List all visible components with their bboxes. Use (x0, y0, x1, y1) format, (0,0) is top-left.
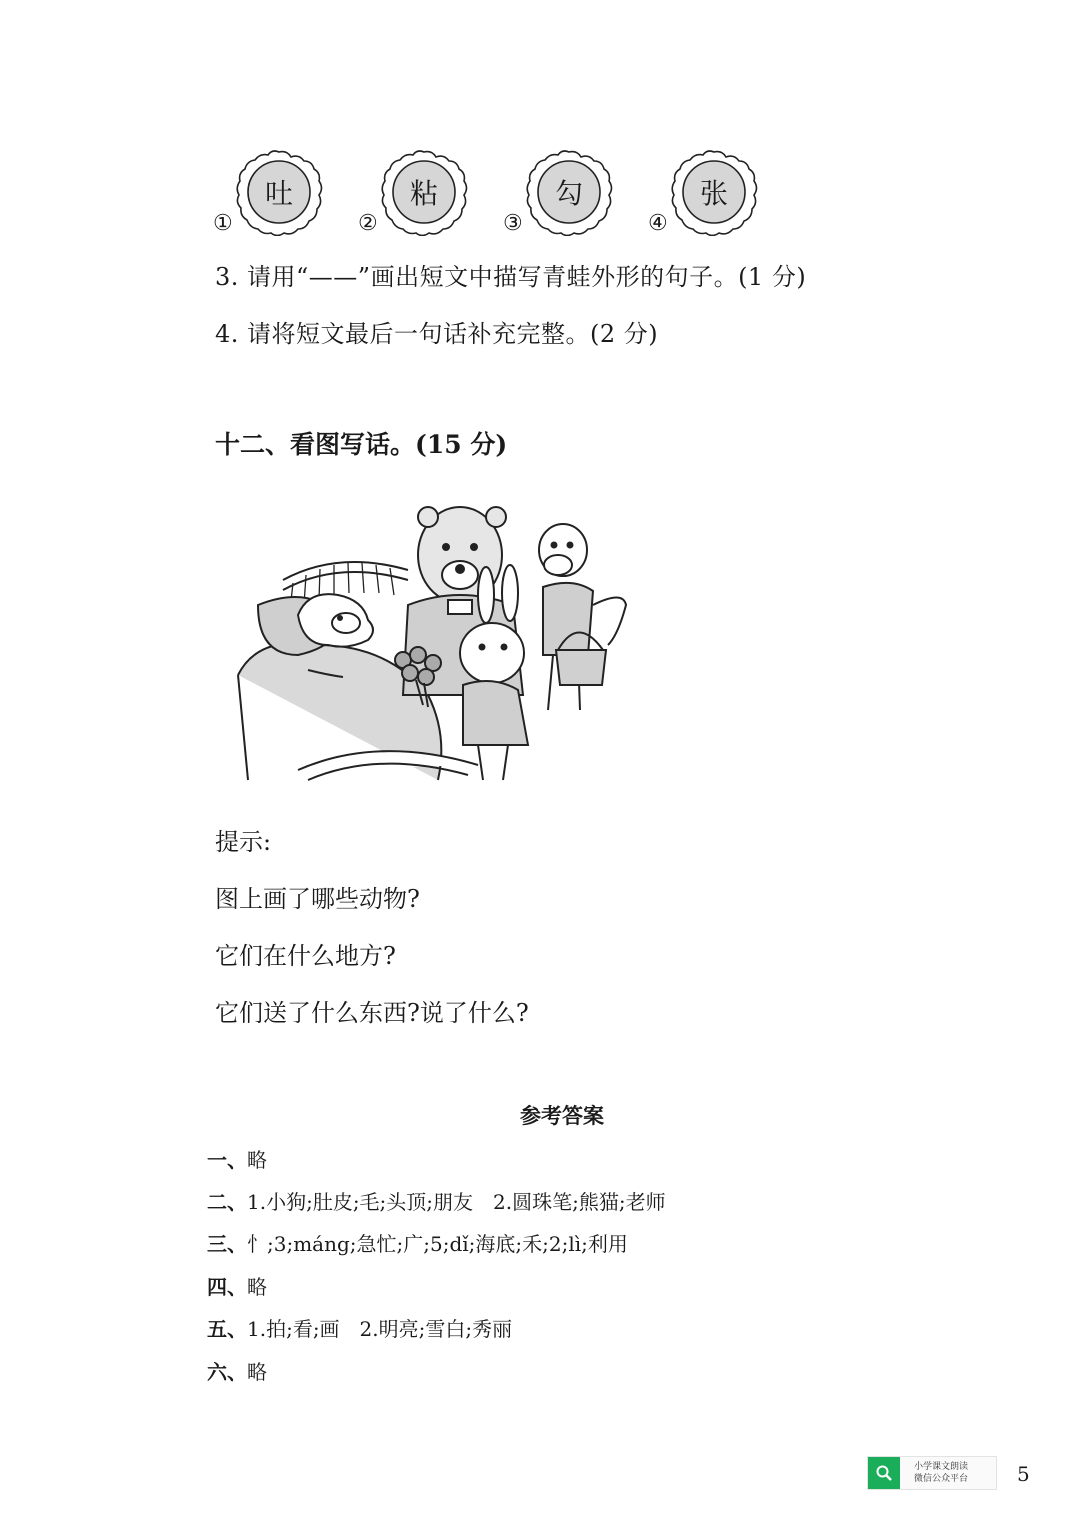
hint-line: 图上画了哪些动物? (215, 885, 420, 913)
flower-option (213, 148, 323, 238)
answer-label: 四、 (207, 1275, 247, 1299)
badge-line2: 微信公众平台 (914, 1474, 969, 1484)
answer-label: 二、 (207, 1190, 247, 1214)
wechat-platform-badge[interactable] (867, 1456, 997, 1490)
answer-row (207, 1186, 666, 1215)
search-icon (868, 1457, 900, 1489)
answers-title: 参考答案 (520, 1103, 604, 1128)
answer-label: 六、 (207, 1360, 247, 1384)
answer-text: 略 (247, 1148, 267, 1172)
flower-character: 吐 (264, 177, 293, 210)
flower-option (648, 148, 758, 238)
answer-text: 略 (247, 1275, 267, 1299)
answer-text: 略 (247, 1360, 267, 1384)
answer-text: 忄;3;máng;急忙;广;5;dǐ;海底;禾;2;lì;利用 (247, 1232, 628, 1256)
flower-option (503, 148, 613, 238)
answer-row (207, 1144, 267, 1173)
question-3: 3. 请用“——”画出短文中描写青蛙外形的句子。(1 分) (215, 263, 807, 291)
option-number: ④ (648, 211, 668, 236)
answer-text: 1.小狗;肚皮;毛;头顶;朋友 2.圆珠笔;熊猫;老师 (247, 1190, 666, 1214)
answer-row (207, 1228, 628, 1257)
page-number: 5 (1017, 1462, 1030, 1486)
badge-line1: 小学课文朗读 (914, 1462, 969, 1472)
section-title: 十二、看图写话。(15 分) (215, 430, 508, 459)
hint-line: 它们在什么地方? (215, 942, 396, 970)
flower-character: 勾 (554, 177, 583, 210)
illustration-animals-visiting (228, 495, 638, 785)
flower-character: 粘 (409, 177, 438, 210)
flower-option (358, 148, 468, 238)
hint-line: 它们送了什么东西?说了什么? (215, 999, 529, 1027)
hint-label: 提示: (215, 828, 272, 856)
answer-label: 一、 (207, 1148, 247, 1172)
answer-row (207, 1313, 512, 1342)
answer-row (207, 1356, 267, 1385)
question-4: 4. 请将短文最后一句话补充完整。(2 分) (215, 320, 659, 348)
option-number: ① (213, 211, 233, 236)
answer-row (207, 1271, 267, 1300)
answer-label: 三、 (207, 1232, 247, 1256)
flower-options (213, 148, 813, 238)
option-number: ② (358, 211, 378, 236)
answer-label: 五、 (207, 1317, 247, 1341)
answer-text: 1.拍;看;画 2.明亮;雪白;秀丽 (247, 1317, 513, 1341)
option-number: ③ (503, 211, 523, 236)
flower-character: 张 (699, 177, 728, 210)
